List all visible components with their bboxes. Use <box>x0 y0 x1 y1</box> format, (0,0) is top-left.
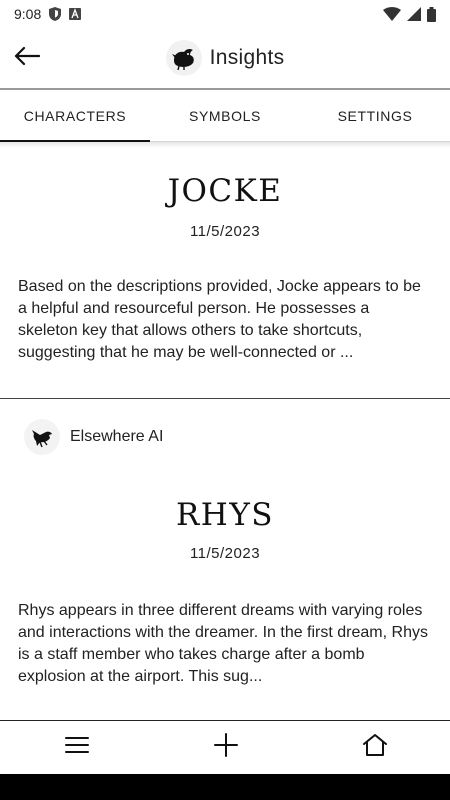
card-author <box>24 419 163 455</box>
wifi-icon <box>383 7 401 21</box>
character-name: JOCKE <box>167 173 283 209</box>
status-time: 9:08 <box>14 6 42 22</box>
author-name: Elsewhere AI <box>70 428 164 445</box>
character-summary: Rhys appears in three different dreams with varying roles and interactions with the dreamer. In the first dream, Rhys is a staff member who takes charge after a bomb explosion at the airport. This sug... <box>18 602 428 685</box>
system-navigation-bar <box>0 774 450 800</box>
character-card[interactable] <box>0 143 450 399</box>
bottom-navigation <box>0 720 450 774</box>
back-button[interactable] <box>12 43 42 73</box>
plus-icon <box>214 733 238 762</box>
tab-label: CHARACTERS <box>23 107 127 124</box>
character-name: RHYS <box>175 497 275 533</box>
add-button[interactable] <box>211 733 241 763</box>
app-title-group <box>166 40 285 76</box>
home-button[interactable] <box>360 733 390 763</box>
character-date: 11/5/2023 <box>189 223 261 240</box>
tab-symbols[interactable] <box>150 90 300 141</box>
elsewhere-bird-logo-icon <box>166 40 202 76</box>
menu-icon <box>65 736 89 759</box>
menu-button[interactable] <box>62 733 92 763</box>
shield-icon <box>49 7 61 21</box>
tab-label: SYMBOLS <box>189 107 261 124</box>
home-icon <box>362 733 388 762</box>
character-summary: Based on the descriptions provided, Jocke appears to be a helpful and resourceful person. He possesses a skeleton key that allows others to take shortcuts, suggesting that he may be well-connected or ... <box>18 278 421 361</box>
battery-icon <box>427 7 436 22</box>
arrow-left-icon <box>14 46 40 71</box>
status-bar <box>0 0 450 28</box>
tab-bar <box>0 90 450 142</box>
signal-icon <box>407 7 421 21</box>
character-card[interactable] <box>0 399 450 720</box>
character-feed[interactable] <box>0 143 450 720</box>
tab-label: SETTINGS <box>337 107 413 124</box>
tab-characters[interactable] <box>0 90 150 141</box>
elsewhere-bird-avatar-icon <box>24 419 60 455</box>
character-date: 11/5/2023 <box>189 545 261 562</box>
tab-settings[interactable] <box>300 90 450 141</box>
page-title: Insights <box>209 46 285 69</box>
app-bar <box>0 28 450 88</box>
font-a-icon <box>69 8 81 20</box>
